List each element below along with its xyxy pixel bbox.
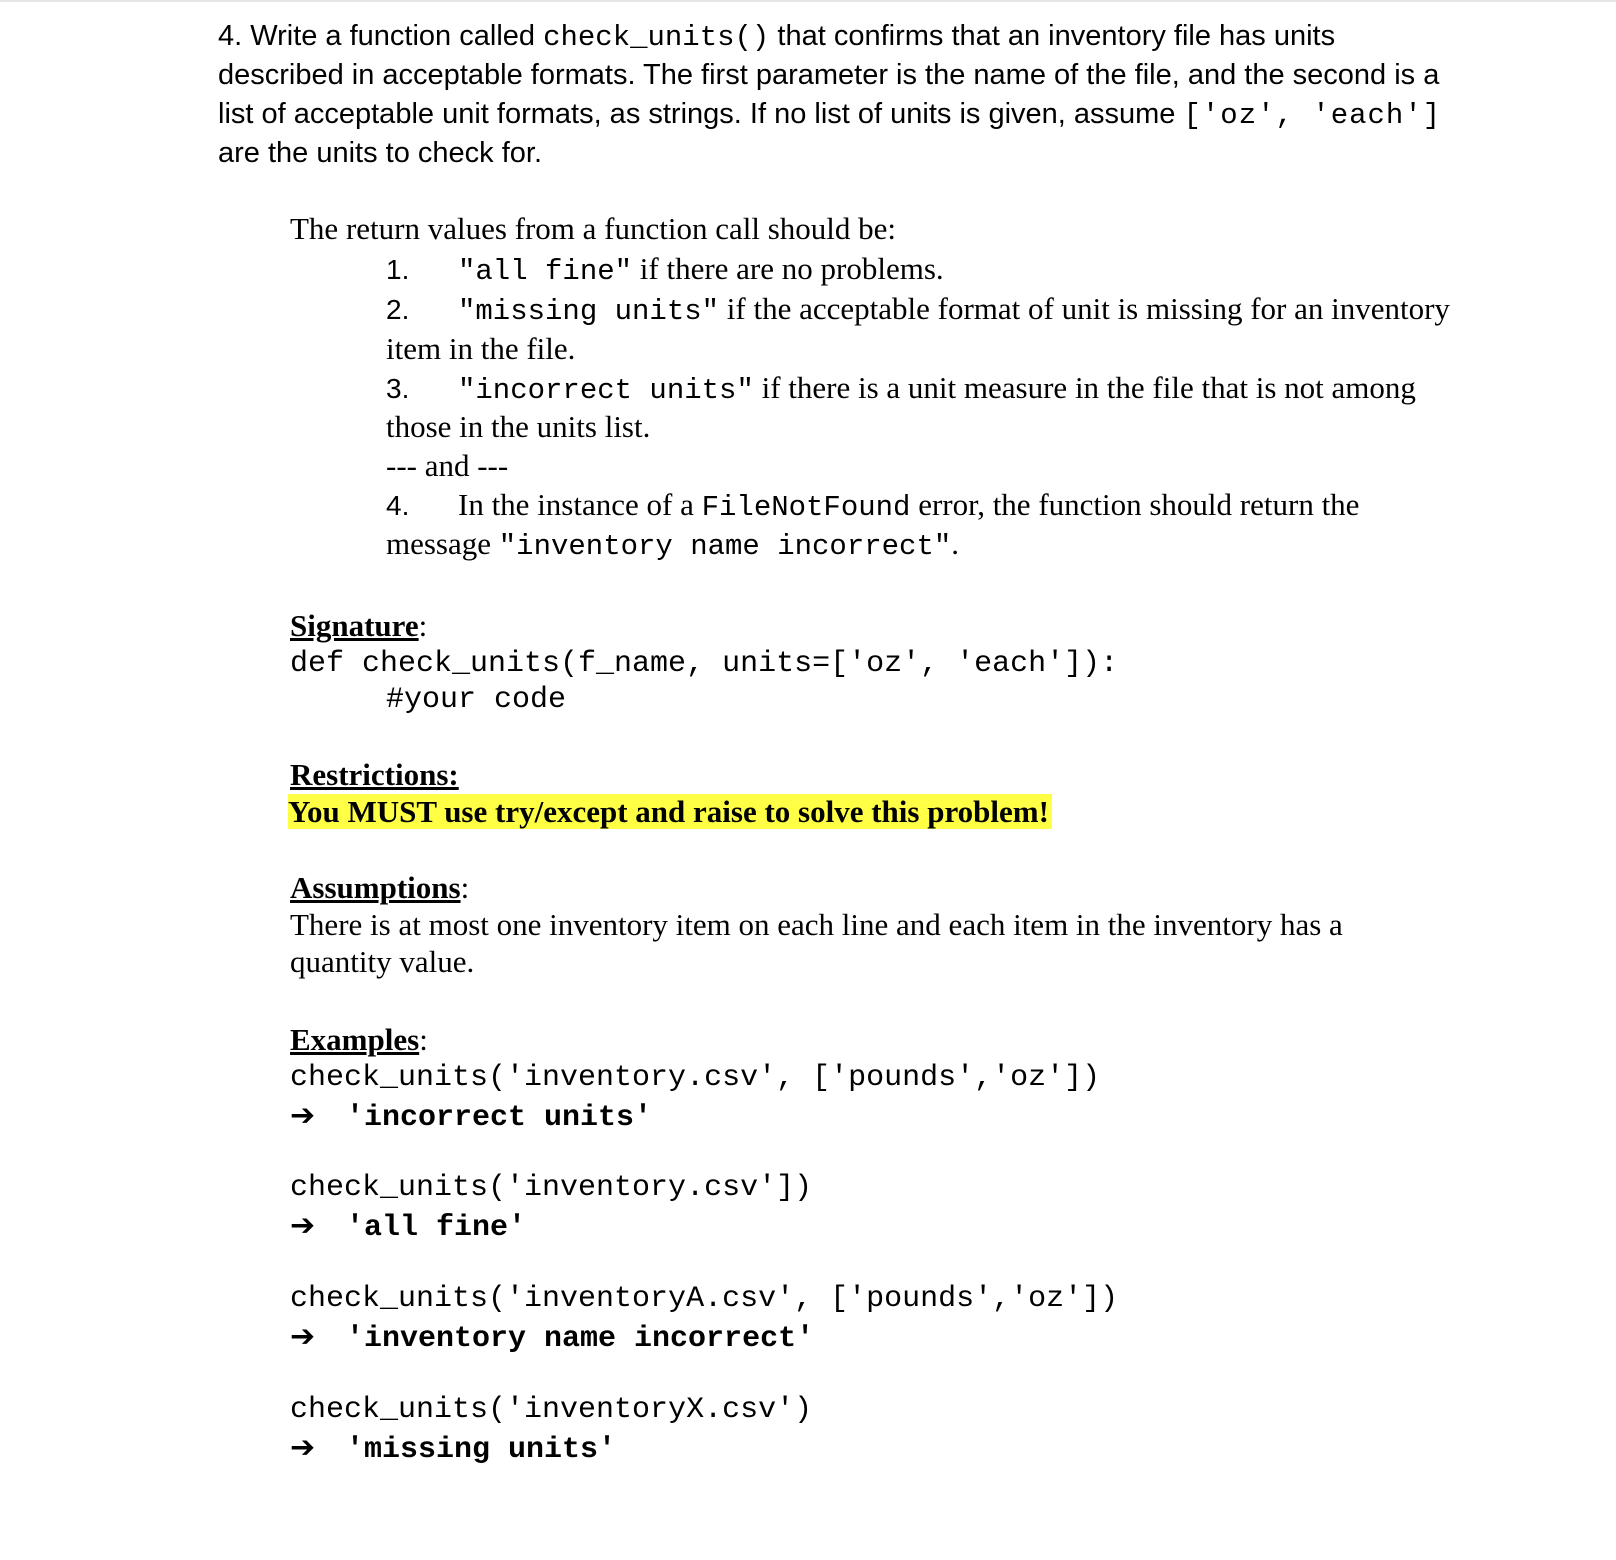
return-item-2-continued: item in the file.: [386, 331, 576, 366]
example-result-line: [290, 1207, 526, 1247]
example-result-line: [290, 1097, 652, 1137]
assumptions-heading-line: [290, 870, 469, 906]
default-units-code: ['oz', 'each']: [1183, 99, 1442, 132]
return-item-text: if the acceptable format of unit is missing for an inventory: [719, 291, 1450, 326]
example-result: 'inventory name incorrect': [346, 1322, 815, 1356]
arrow-right-icon: ➔: [290, 1098, 316, 1133]
signature-code-line-2: #your code: [386, 683, 567, 717]
return-value-code: "inventory name incorrect": [498, 530, 952, 563]
example-result-line: [290, 1429, 616, 1469]
example-call: check_units('inventoryA.csv', ['pounds','oz']): [290, 1282, 1119, 1316]
assumptions-heading: Assumptions: [290, 870, 461, 905]
signature-heading: Signature: [290, 608, 419, 643]
signature-code-line-1: def check_units(f_name, units=['oz', 'each']):: [290, 647, 1119, 681]
returns-intro: The return values from a function call should be:: [290, 211, 897, 246]
question-text: list of acceptable unit formats, as strings. If no list of units is given, assume: [218, 98, 1184, 130]
list-number: 1.: [386, 254, 410, 285]
return-item-text: In the instance of a: [458, 487, 702, 522]
return-item-text: if there is a unit measure in the file that is not among: [753, 370, 1416, 405]
return-item-3: [386, 369, 1416, 410]
example-call: check_units('inventory.csv', ['pounds','oz']): [290, 1061, 1101, 1095]
examples-heading: Examples: [290, 1022, 420, 1057]
arrow-right-icon: ➔: [290, 1430, 316, 1465]
return-item-3-continued: those in the units list.: [386, 409, 651, 444]
return-item-4-continued: [386, 525, 959, 566]
heading-colon: :: [418, 608, 428, 643]
return-item-text: .: [951, 526, 960, 561]
restrictions-line: [288, 794, 1052, 830]
question-line-1: [218, 17, 1335, 57]
restrictions-highlight: You MUST use try/except and raise to solve this problem!: [288, 794, 1052, 829]
signature-heading-line: [290, 608, 427, 644]
return-item-text: message: [386, 526, 499, 561]
heading-colon: :: [419, 1022, 428, 1057]
example-result-line: [290, 1318, 814, 1358]
return-item-2: [386, 290, 1450, 331]
question-text: that confirms that an inventory file has units: [769, 20, 1336, 52]
exception-name-code: FileNotFound: [701, 491, 911, 524]
and-separator: --- and ---: [386, 448, 509, 483]
return-value-code: "incorrect units": [458, 374, 754, 407]
restrictions-heading: Restrictions:: [290, 757, 459, 792]
list-number: 2.: [386, 294, 410, 325]
example-result: 'incorrect units': [346, 1101, 653, 1135]
return-item-4: [386, 486, 1359, 527]
list-number: 4.: [386, 490, 410, 521]
arrow-right-icon: ➔: [290, 1319, 316, 1354]
question-line-2: described in acceptable formats. The first parameter is the name of the file, and the second is a: [218, 59, 1440, 91]
return-item-text: if there are no problems.: [632, 251, 944, 286]
example-call: check_units('inventoryX.csv'): [290, 1393, 813, 1427]
assumptions-line-1: There is at most one inventory item on each line and each item in the inventory has a: [290, 907, 1343, 942]
return-value-code: "all fine": [458, 255, 633, 288]
top-border: [0, 0, 1616, 2]
return-item-1: [386, 250, 944, 291]
example-call: check_units('inventory.csv']): [290, 1171, 813, 1205]
list-number: 3.: [386, 373, 410, 404]
question-line-3: [218, 95, 1441, 135]
return-item-text: error, the function should return the: [910, 487, 1360, 522]
heading-colon: :: [460, 870, 470, 905]
examples-heading-line: [290, 1022, 428, 1058]
question-line-4: are the units to check for.: [218, 137, 543, 169]
return-value-code: "missing units": [458, 295, 720, 328]
function-name-code: check_units(): [543, 21, 770, 54]
example-result: 'missing units': [346, 1433, 617, 1467]
question-text: 4. Write a function called: [218, 20, 544, 52]
arrow-right-icon: ➔: [290, 1208, 316, 1243]
example-result: 'all fine': [346, 1211, 527, 1245]
assumptions-line-2: quantity value.: [290, 944, 475, 979]
